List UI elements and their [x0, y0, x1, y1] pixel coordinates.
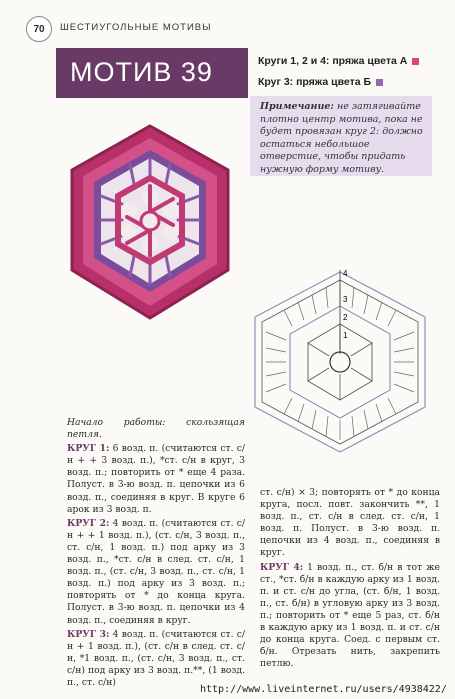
row-label-3: 3 — [343, 295, 348, 304]
round-3-label: КРУГ 3: — [67, 628, 110, 640]
color-b-swatch-icon — [376, 79, 383, 86]
note-text: не затягивайте плотно центр мотива, пока не будет провязан круг 2: должно остаться небольшое отверстие, чтобы придать нужную форму мотиву. — [260, 101, 423, 175]
instructions-right — [260, 487, 440, 672]
start-line: Начало работы: скользящая петля. — [67, 417, 245, 441]
round-4-label: КРУГ 4: — [260, 561, 304, 573]
round-1 — [67, 443, 245, 516]
round-1-text: 6 возд. п. (считаются ст. с/н + + 3 возд. п.), *ст. с/н в круг, 3 возд. п.; повторить от * еще 4 раза. Полуст. в 3-ю возд. п. цепочки из 6 возд. п., соединяя в круг. В круге 6 арок из 3 возд. п. — [67, 443, 245, 515]
yarn-line-b — [258, 76, 419, 88]
round-1-label: КРУГ 1: — [67, 443, 110, 455]
note — [260, 101, 428, 176]
round-3 — [67, 629, 245, 689]
yarn-label-b: Круг 3: пряжа цвета Б — [258, 76, 372, 88]
yarn-legend — [258, 55, 419, 97]
round-3-text: 4 возд. п. (считаются ст. с/н + 1 возд. п.), (ст. с/н в след. ст. с/н, *1 возд. п., (ст. с/н, 3 возд. п., ст. с/н) под арку из 3 возд. п.**, (1 возд. п., ст. с/н) — [67, 628, 245, 688]
row-label-4: 4 — [343, 269, 348, 278]
round-3-continued: ст. с/н) × 3; повторять от * до конца круга, посл. повт. закончить **, 1 возд. п., ст. с/н в след. ст. с/н, 1 возд. п. Полуст. в 3-ю возд. п. цепочки из 4 возд. п., соединяя в круг. — [260, 487, 440, 559]
round-4 — [260, 562, 440, 671]
round-2 — [67, 518, 245, 627]
crochet-chart — [240, 262, 440, 458]
round-4-text: 1 возд. п., ст. б/н в тот же ст., *ст. б/н в каждую арку из 1 возд. п. и ст. с/н до угла, (ст. б/н, 1 возд. п., ст. б/н) в угловую арку из 3 возд. п.; повторить от * еще 5 раз, ст. б/н в каждую арку из 1 возд. п. и ст. с/н до конца круга. Соед. с первым ст. б/н. Отрезать нить, закрепить петлю. — [260, 561, 440, 670]
watermark-url: http://www.liveinternet.ru/users/4938422/ — [200, 684, 447, 695]
yarn-line-a — [258, 55, 419, 67]
row-label-1: 1 — [343, 331, 348, 340]
color-a-swatch-icon — [412, 58, 419, 65]
note-label: Примечание: — [260, 101, 334, 112]
page-title: МОТИВ 39 — [70, 57, 213, 87]
row-label-2: 2 — [343, 313, 348, 322]
page-number: 70 — [26, 16, 52, 42]
motif-photo — [60, 120, 240, 325]
round-2-text: 4 возд. п. (считаются ст. с/н + + 1 возд. п.), (ст. с/н, 3 возд. п., ст. с/н, 1 возд. п.) под арку из 3 возд. п., *ст. с/н в след. ст. с/н, 1 возд. п., (ст. с/н, 3 возд. п., ст. с/н, 1 возд. п.) под арку из 3 возд. п.; повторять от * до конца круга. Полуст. в 3-ю возд. п. цепочки из 4 возд. п., соединяя в круг. — [67, 517, 245, 626]
running-head: ШЕСТИУГОЛЬНЫЕ МОТИВЫ — [60, 22, 212, 33]
yarn-label-a: Круги 1, 2 и 4: пряжа цвета А — [258, 55, 408, 67]
instructions-left — [67, 417, 245, 691]
round-2-label: КРУГ 2: — [67, 517, 110, 529]
